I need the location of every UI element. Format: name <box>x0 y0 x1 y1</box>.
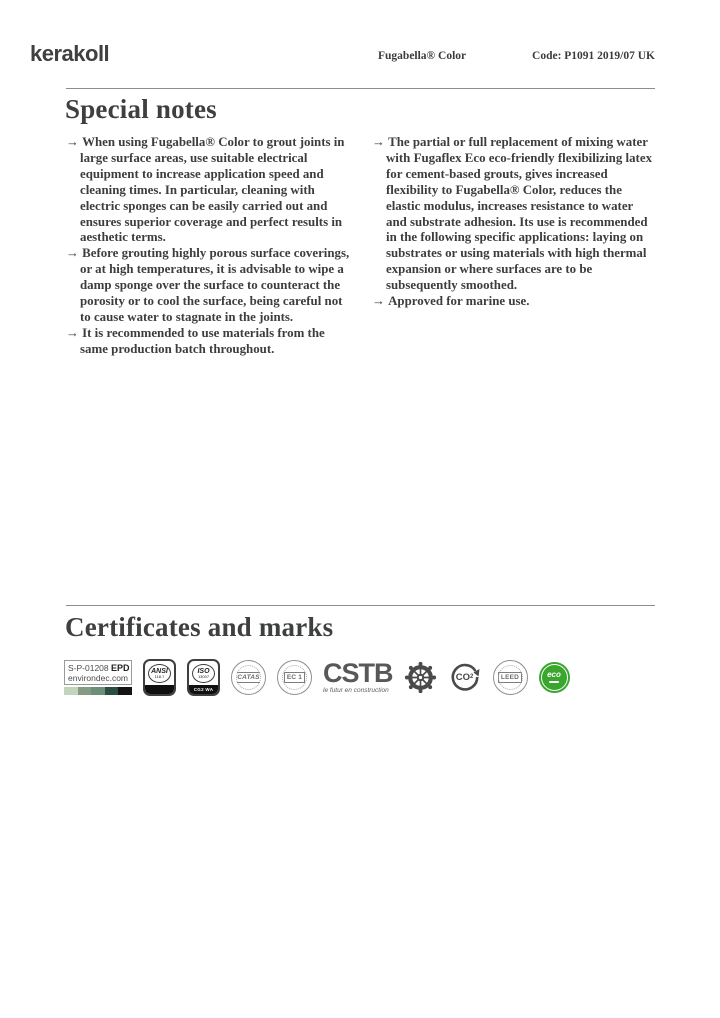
epd-color-segment <box>64 687 78 695</box>
co2-text: CO <box>455 671 470 683</box>
note-item <box>372 135 656 294</box>
co2-footprint-logo <box>448 660 482 694</box>
co2-label: CO 2 <box>455 671 474 683</box>
emicode-ec1-stamp <box>277 660 312 695</box>
note-text: Approved for marine use. <box>388 294 530 309</box>
eco-label: eco <box>547 670 561 679</box>
special-notes-columns <box>66 135 656 358</box>
iso-label: ISO <box>197 667 210 675</box>
header-product-name: Fugabella® Color <box>378 50 467 62</box>
note-item <box>372 294 656 310</box>
arrow-bullet-icon: → <box>66 325 83 340</box>
note-item <box>66 135 350 246</box>
arrow-bullet-icon: → <box>372 135 389 149</box>
certificates-title: Certificates and marks <box>65 612 334 642</box>
cstb-word: CSTB <box>323 657 393 688</box>
kerakoll-logo: kerakoll <box>30 41 110 66</box>
epd-environdec-logo <box>64 660 132 695</box>
ansi-118-badge <box>143 659 176 696</box>
iso-13007-badge <box>187 659 220 696</box>
iso-sub: 13007 <box>197 673 210 679</box>
notes-column-left <box>66 135 350 358</box>
epd-box <box>64 660 132 685</box>
iso-band: CG2 WA <box>189 685 218 694</box>
ec1-label: EC 1 <box>284 672 305 683</box>
arrow-bullet-icon: → <box>66 246 83 261</box>
ansi-label: ANSI <box>151 667 168 675</box>
catas-label: CATAS <box>237 673 260 681</box>
arrow-bullet-icon: → <box>66 135 83 149</box>
epd-color-segment <box>118 687 132 695</box>
note-item <box>66 246 350 326</box>
note-text: When using Fugabella® Color to grout joints in large surface areas, use suitable electrical equipment to increase application speed and cleaning times. In particular, cleaning with electric sponges can be easily carried out and ensures superior coverage and perfect results in aesthetic terms. <box>80 135 345 245</box>
section-divider <box>66 88 655 89</box>
epd-color-bar <box>64 687 132 695</box>
note-text: The partial or full replacement of mixing water with Fugaflex Eco eco-friendly flexibilizing latex for cement-based grouts, gives increased flexibility to Fugabella® Color, reduces the elastic modulus, increases resistance to water and substrate adhesion. Its use is recommended in the following specific applications: laying on substrates or using materials with high thermal expansion or where surfaces are to be subsequently smoothed. <box>386 135 653 293</box>
epd-color-segment <box>78 687 92 695</box>
leed-label: LEED <box>498 672 522 683</box>
eco-underline <box>549 681 559 683</box>
epd-mark: EPD <box>111 662 130 673</box>
section-divider <box>66 605 655 606</box>
ansi-band <box>145 685 174 694</box>
special-notes-title: Special notes <box>65 94 217 124</box>
header-doc-code: Code: P1091 2019/07 UK <box>532 50 655 62</box>
notes-column-right <box>372 135 656 358</box>
certificates-logo-row <box>64 653 570 701</box>
epd-code: S-P-01208 <box>68 662 109 673</box>
ship-wheel-marine-icon <box>404 661 437 694</box>
note-item <box>66 326 350 358</box>
cstb-tagline: le futur en construction <box>323 686 389 694</box>
arrow-bullet-icon: → <box>372 294 389 309</box>
note-text: It is recommended to use materials from the same production batch throughout. <box>80 325 325 356</box>
epd-site: environdec.com <box>68 672 129 683</box>
iso-oval <box>192 664 215 683</box>
cstb-logo <box>323 657 393 695</box>
catas-stamp <box>231 660 266 695</box>
eco-green-badge <box>539 662 570 693</box>
ansi-sub: 118.7 <box>154 673 165 679</box>
epd-color-segment <box>91 687 105 695</box>
epd-color-segment <box>105 687 119 695</box>
note-text: Before grouting highly porous surface coverings, or at high temperatures, it is advisable to wipe a damp sponge over the surface to counteract the porosity or to cool the surface, being careful not to cause water to stagnate in the joints. <box>80 246 350 324</box>
ansi-oval <box>148 664 171 683</box>
leed-stamp <box>493 660 528 695</box>
